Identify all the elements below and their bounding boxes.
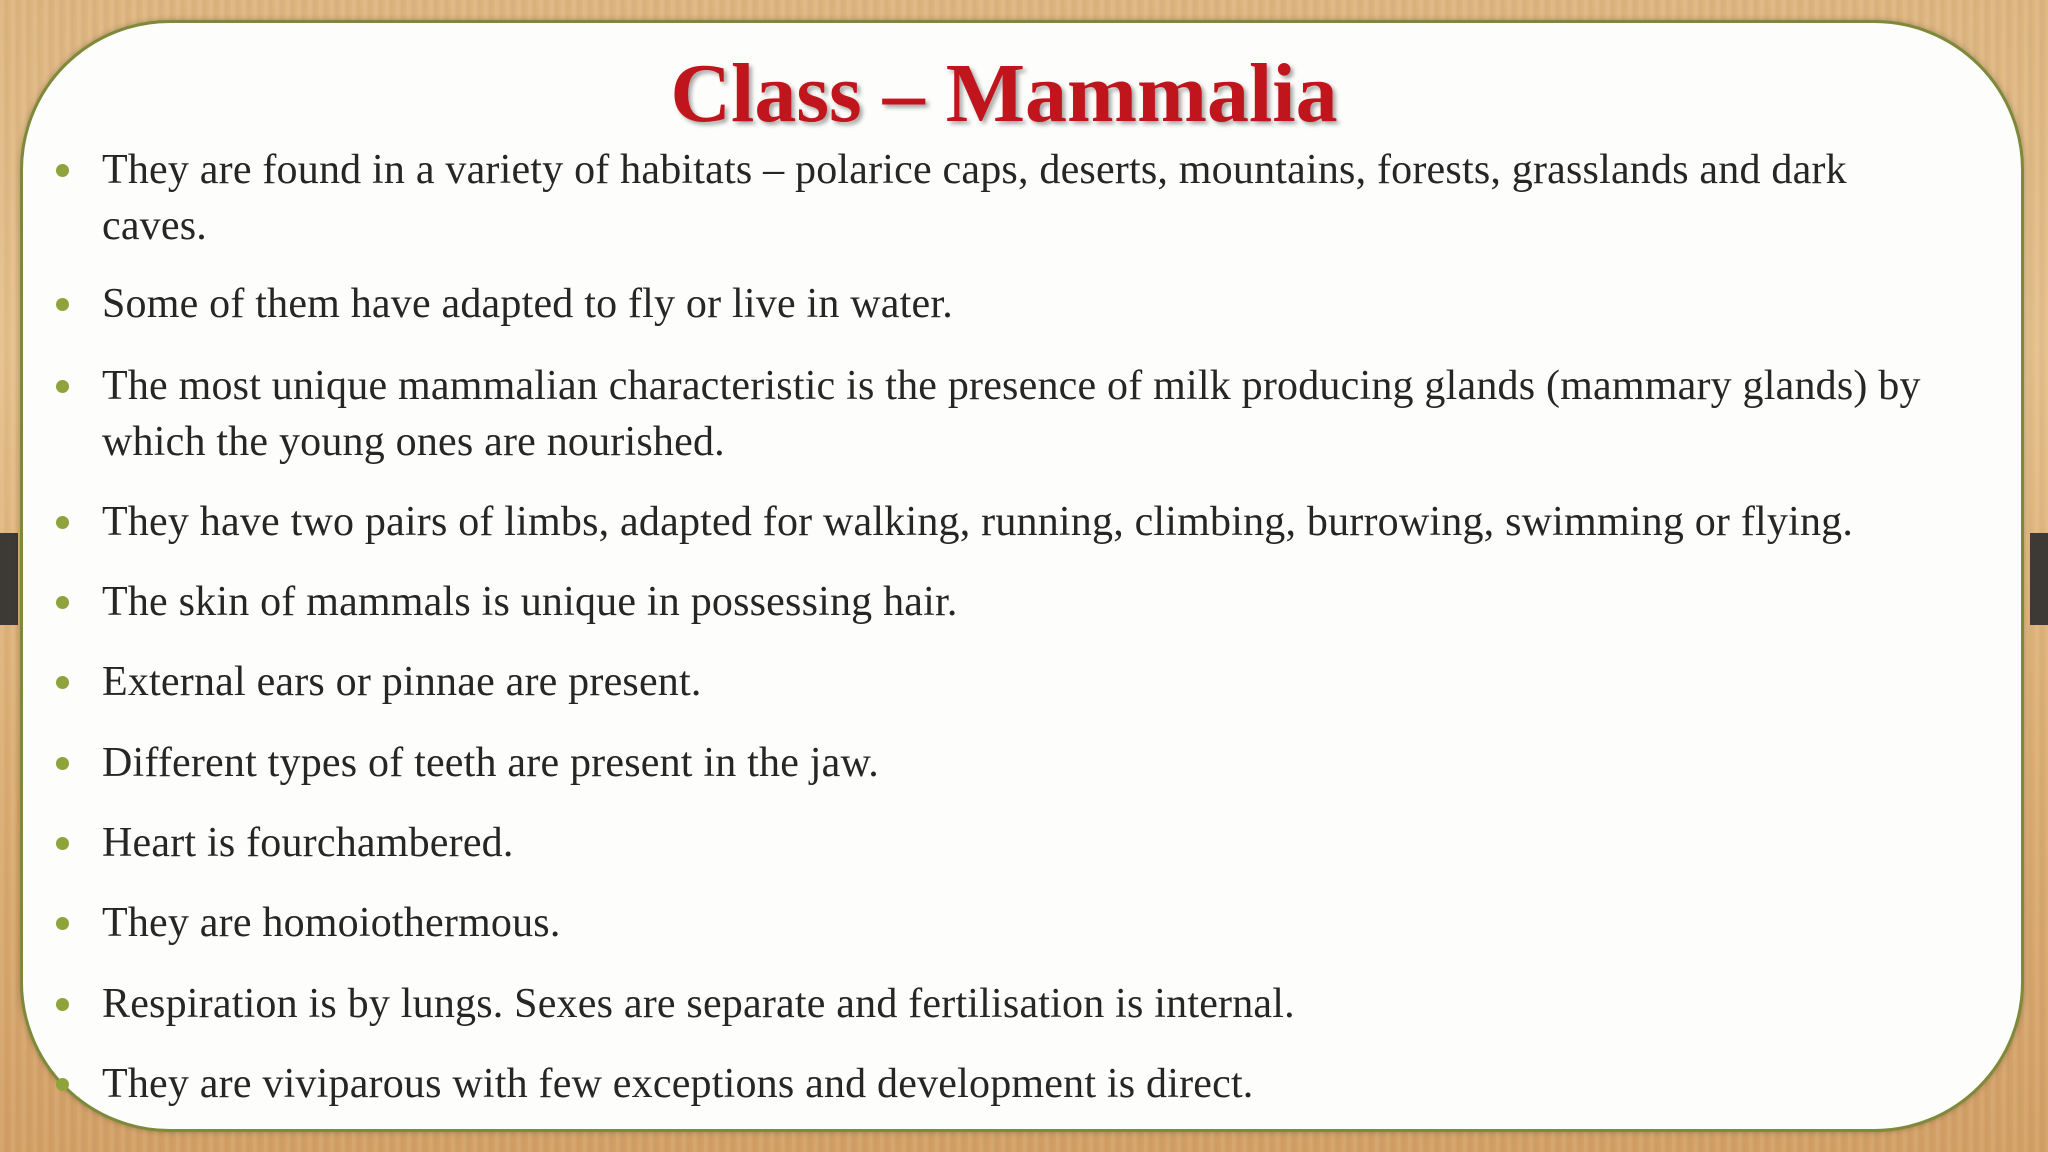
bullet-text: Heart is fourchambered.: [102, 820, 514, 866]
bullet-dot-icon: [56, 757, 69, 770]
bullet-dot-icon: [56, 298, 69, 311]
bullet-dot-icon: [56, 998, 69, 1011]
bullet-text: They are homoiothermous.: [102, 900, 561, 946]
bullet-item: [102, 1056, 1962, 1112]
bullet-item: [102, 574, 1962, 630]
bullet-item: [102, 735, 1962, 791]
bullet-text: Respiration is by lungs. Sexes are separate and fertilisation is internal.: [102, 981, 1295, 1027]
bullet-item: [102, 976, 1962, 1032]
bullet-item: [102, 815, 1962, 871]
bullet-dot-icon: [56, 380, 69, 393]
bullet-dot-icon: [56, 837, 69, 850]
bullet-text: The skin of mammals is unique in possessing hair.: [102, 579, 958, 625]
bullet-item: [102, 358, 1962, 470]
bullet-item: [102, 276, 1962, 332]
bullet-dot-icon: [56, 516, 69, 529]
bullet-item: [102, 494, 1962, 550]
bullet-dot-icon: [56, 917, 69, 930]
bullet-text: External ears or pinnae are present.: [102, 659, 702, 705]
bullet-text: They have two pairs of limbs, adapted for walking, running, climbing, burrowing, swimming or flying.: [102, 499, 1854, 545]
bullet-text: Some of them have adapted to fly or live in water.: [102, 281, 953, 327]
bullet-text: They are found in a variety of habitats – polarice caps, deserts, mountains, forests, grasslands and dark caves.: [102, 147, 1847, 249]
bullet-text: They are viviparous with few exceptions and development is direct.: [102, 1061, 1254, 1107]
bullet-text: The most unique mammalian characteristic is the presence of milk producing glands (mammary glands) by which the young ones are nourished.: [102, 363, 1921, 465]
bullet-dot-icon: [56, 1078, 69, 1091]
bullet-item: [102, 895, 1962, 951]
bullet-text: Different types of teeth are present in the jaw.: [102, 740, 879, 786]
bullet-item: [102, 654, 1962, 710]
slide-title: Class – Mammalia: [670, 47, 1338, 140]
bullet-dot-icon: [56, 164, 69, 177]
bullet-dot-icon: [56, 596, 69, 609]
bullet-dot-icon: [56, 676, 69, 689]
bullet-item: [102, 142, 1962, 254]
